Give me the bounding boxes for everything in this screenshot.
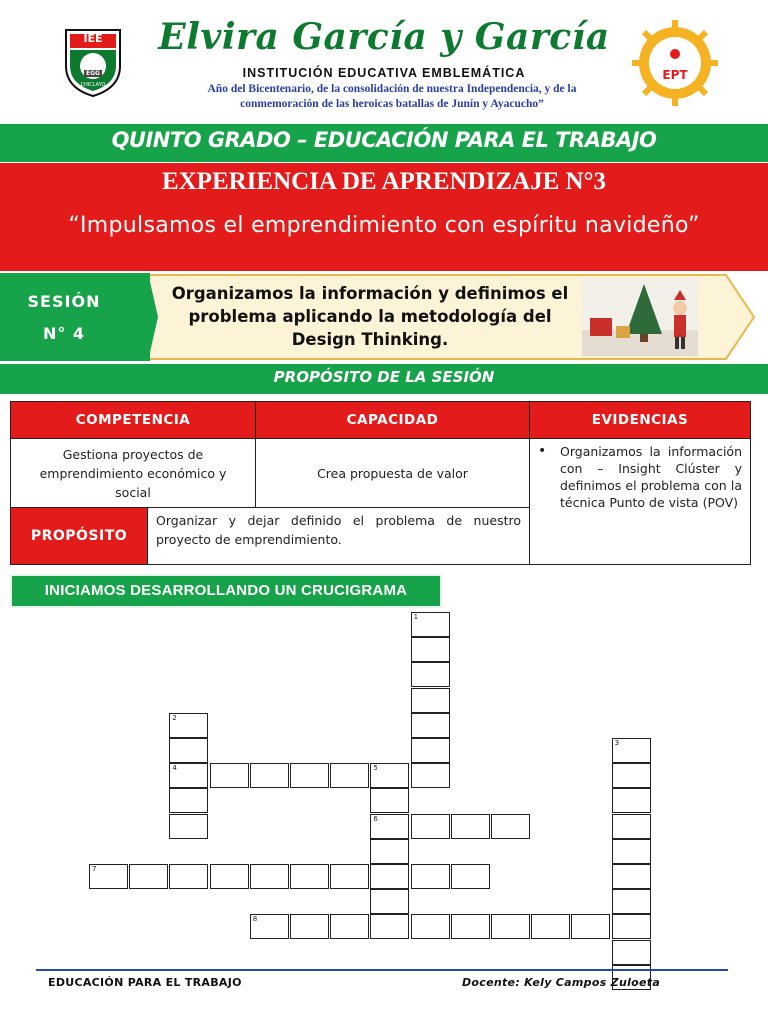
crossword-cell[interactable] — [290, 914, 329, 939]
crossword-cell[interactable] — [411, 713, 450, 738]
ept-sun-logo — [632, 20, 718, 106]
crossword-cell[interactable] — [612, 763, 651, 788]
crossword-cell[interactable] — [169, 763, 208, 788]
crossword-cell[interactable] — [411, 637, 450, 662]
evidencias-text: Organizamos la información con – Insight Clúster y definimos el problema con la técnica Punto de vista (POV) — [560, 444, 742, 510]
crossword-clue-number: 1 — [413, 613, 419, 621]
header-evidencias: EVIDENCIAS — [530, 402, 751, 439]
crossword-cell[interactable] — [89, 864, 128, 889]
crossword-cell[interactable] — [612, 940, 651, 965]
crossword-cell[interactable] — [169, 814, 208, 839]
crossword-cell[interactable] — [330, 763, 369, 788]
crossword-cell[interactable] — [411, 914, 450, 939]
crossword-clue-number: 4 — [172, 764, 177, 773]
crossword-cell[interactable] — [612, 814, 651, 839]
crossword-clue-number: 2 — [172, 713, 177, 722]
crossword-cell[interactable] — [411, 738, 450, 763]
crossword-cell[interactable] — [250, 864, 289, 889]
crossword-cell[interactable] — [411, 662, 450, 687]
session-topic: Organizamos la información y definimos el problema aplicando la metodología del Design Thinking. — [171, 284, 569, 349]
crossword-cell[interactable] — [370, 788, 409, 813]
crossword-cell[interactable] — [169, 864, 208, 889]
crossword-cell[interactable] — [250, 914, 289, 939]
crossword-clue-number: 5 — [373, 764, 378, 773]
crossword-cell[interactable] — [612, 839, 651, 864]
logo-right-label: EPT — [662, 68, 688, 82]
crossword-cell[interactable] — [370, 889, 409, 914]
competencia-cell — [11, 439, 256, 508]
footer-divider — [36, 969, 728, 971]
competencia-text: Gestiona proyectos de emprendimiento económico y social — [39, 446, 227, 500]
crossword-cell[interactable] — [210, 763, 249, 788]
school-subtitle: INSTITUCIÓN EDUCATIVA EMBLEMÁTICA — [242, 66, 526, 80]
crossword-clue-number: 6 — [373, 814, 378, 823]
footer-subject: EDUCACIÓN PARA EL TRABAJO — [48, 976, 242, 989]
crossword-cell[interactable] — [370, 763, 409, 788]
crossword-cell[interactable] — [612, 864, 651, 889]
school-name: Elvira García y García — [158, 16, 610, 58]
crossword-cell[interactable] — [411, 763, 450, 788]
crossword-cell[interactable] — [290, 763, 329, 788]
proposito-label: PROPÓSITO — [11, 508, 148, 564]
experience-title: EXPERIENCIA DE APRENDIZAJE N°3 — [161, 168, 607, 195]
crossword-cell[interactable] — [612, 889, 651, 914]
crossword-cell[interactable] — [129, 864, 168, 889]
crossword-cell[interactable] — [411, 864, 450, 889]
crossword-cell[interactable] — [250, 763, 289, 788]
bullet-icon: • — [538, 443, 547, 459]
capacidad-cell: Crea propuesta de valor — [256, 439, 530, 508]
crossword-cell[interactable] — [290, 864, 329, 889]
crossword-cell[interactable] — [411, 612, 450, 637]
crossword-cell[interactable] — [330, 864, 369, 889]
session-number: N° 4 — [42, 324, 86, 343]
evidencias-cell — [530, 439, 751, 565]
school-shield-logo — [62, 26, 124, 98]
crossword-cell[interactable] — [370, 839, 409, 864]
crossword-cell[interactable] — [451, 914, 490, 939]
session-label-line1: SESIÓN — [27, 292, 101, 311]
christmas-scene-image — [582, 278, 698, 356]
crossword-cell[interactable] — [612, 914, 651, 939]
footer-teacher: Docente: Kely Campos Zuloeta — [462, 976, 661, 989]
purpose-title: PROPÓSITO DE LA SESIÓN — [273, 368, 495, 386]
crossword-clue-number: 3 — [614, 739, 620, 747]
crossword-cell[interactable] — [411, 814, 450, 839]
crossword-cell[interactable] — [370, 864, 409, 889]
header-capacidad: CAPACIDAD — [256, 402, 530, 439]
session-label — [0, 286, 128, 350]
crossword-cell[interactable] — [370, 814, 409, 839]
crossword-cell[interactable] — [531, 914, 570, 939]
crossword-cell[interactable] — [571, 914, 610, 939]
logo-left-small: EGG — [86, 70, 100, 77]
year-motto: Año del Bicentenario, de la consolidación de nuestra Independencia, y de la conmemoración de las heroicas batallas de Junín y Ayacucho” — [207, 83, 577, 110]
grade-title: QUINTO GRADO – EDUCACIÓN PARA EL TRABAJO — [111, 128, 657, 152]
crossword-cell[interactable] — [169, 738, 208, 763]
crossword-cell[interactable] — [210, 864, 249, 889]
crossword-cell[interactable] — [370, 914, 409, 939]
crossword-cell[interactable] — [330, 914, 369, 939]
crossword-clue-number: 8 — [252, 915, 258, 924]
crossword-cell[interactable] — [491, 914, 530, 939]
experience-quote: “Impulsamos el emprendimiento con espíritu navideño” — [68, 213, 700, 238]
crossword-clue-number: 7 — [92, 865, 97, 873]
crossword-cell[interactable] — [169, 713, 208, 738]
competence-table — [10, 401, 751, 565]
crossword-cell[interactable] — [612, 738, 651, 763]
crossword-cell[interactable] — [451, 864, 490, 889]
crossword-cell[interactable] — [491, 814, 530, 839]
header-competencia: COMPETENCIA — [11, 402, 256, 439]
logo-left-city: CHICLAYO — [80, 82, 106, 88]
logo-left-label: IEE — [83, 32, 103, 45]
proposito-text: Organizar y dejar definido el problema de nuestro proyecto de emprendimiento. — [156, 513, 521, 547]
crossword-cell[interactable] — [612, 788, 651, 813]
crossword-cell[interactable] — [411, 688, 450, 713]
crossword-cell[interactable] — [169, 788, 208, 813]
crossword-cell[interactable] — [451, 814, 490, 839]
crossword-title: INICIAMOS DESARROLLANDO UN CRUCIGRAMA — [44, 582, 408, 599]
proposito-row — [11, 508, 530, 565]
